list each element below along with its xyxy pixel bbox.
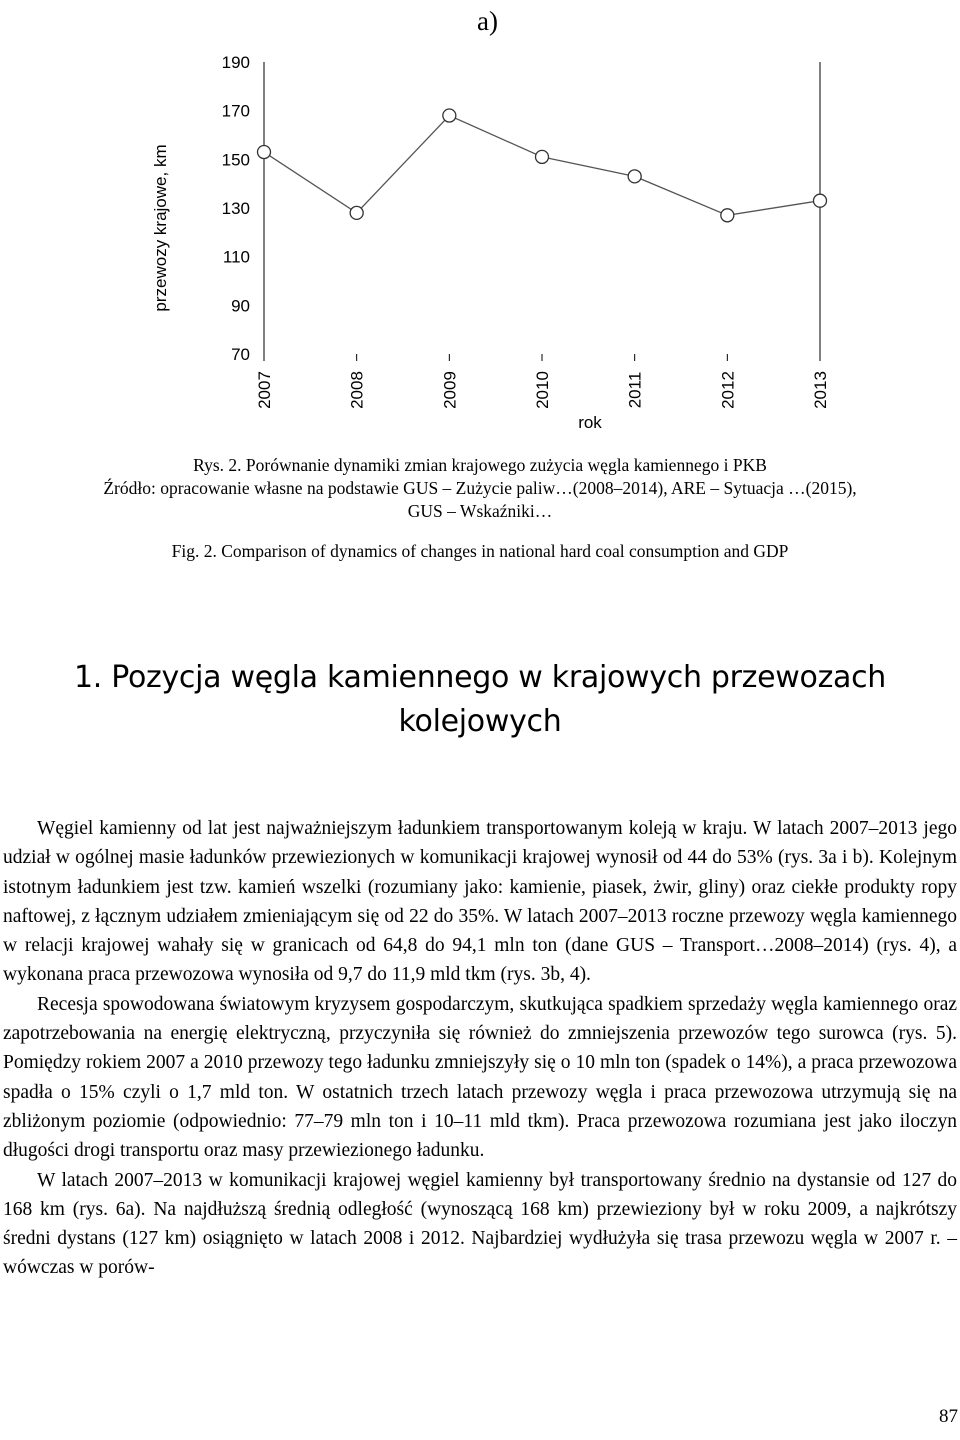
y-tick-label: 130 [221, 199, 250, 218]
x-tick-label: 2009 [440, 371, 460, 409]
x-tick-label: 2012 [718, 371, 738, 409]
figure-caption-en: Fig. 2. Comparison of dynamics of changes in national hard coal consumption and GDP [171, 541, 789, 561]
section-heading: 1. Pozycja węgla kamiennego w krajowych przewozach kolejowych [73, 660, 887, 739]
figure-caption-pl: Rys. 2. Porównanie dynamiki zmian krajowego zużycia węgla kamiennego i PKB [193, 455, 767, 475]
paragraph-1: Węgiel kamienny od lat jest najważniejszym ładunkiem transportowanym koleją w kraju. W latach 2007–2013 jego udział w ogólnej masie ładunków przewiezionych w komunikacji krajowej wynosił od 44 do 53% (rys. 3a i b). Kolejnym istotnym ładunkiem jest tzw. kamień wszelki (rozumiany jako: kamienie, piasek, żwir, gliny) oraz ciekłe produkty ropy naftowej, z łącznym udziałem zmieniającym się od 22 do 35%. W latach 2007–2013 roczne przewozy węgla kamiennego w relacji krajowej wahały się w granicach od 64,8 do 94,1 mln ton (dane GUS – Transport…2008–2014) (rys. 4), a wykonana praca przewozowa wynosiła od 9,7 do 11,9 mld tkm (rys. 3b, 4). [3, 818, 957, 986]
data-point-2013 [814, 194, 827, 207]
paragraph-3: W latach 2007–2013 w komunikacji krajowej węgiel kamienny był transportowany średnio na dystansie od 127 do 168 km (rys. 6a). Na najdłuższą średnią odległość (wynoszącą 168 km) przewieziony był w roku 2009, a najkrótszy średni dystans (127 km) osiągnięto w latach 2008 i 2012. Najbardziej wydłużyła się trasa przewozu węgla w 2007 r. – wówczas w porów- [3, 1169, 957, 1279]
x-tick-label: 2010 [533, 371, 552, 409]
series-line [264, 116, 820, 216]
x-tick-label: 2013 [811, 371, 830, 409]
figure-source-line-1: Źródło: opracowanie własne na podstawie GUS – Zużycie paliw…(2008–2014), ARE – Sytuacja …(2015), [103, 478, 857, 498]
panel-label: a) [477, 6, 498, 36]
data-point-2010 [536, 150, 549, 163]
x-axis-label: rok [578, 413, 602, 432]
x-tick-label: 2007 [255, 371, 274, 409]
paragraph-2: Recesja spowodowana światowym kryzysem gospodarczym, skutkująca spadkiem sprzedaży węgla kamiennego oraz zapotrzebowania na energię elektryczną, przyczyniła się również do zmniejszenia przewozów tego surowca (rys. 5). Pomiędzy rokiem 2007 a 2010 przewozy tego ładunku zmniejszyły się o 10 mln ton (spadek o 14%), a praca przewozowa spadła o 15% czyli o 1,7 mld ton. W ostatnich trzech latach przewozy węgla i praca przewozowa utrzymują się na zbliżonym poziomie (odpowiednio: 77–79 mln ton i 10–11 mld tkm). Praca przewozowa rozumiana jest jako iloczyn długości drogi transportu oraz masy przewiezionego ładunku. [3, 993, 957, 1162]
y-tick-label: 170 [221, 101, 250, 121]
page-number: 87 [939, 1406, 958, 1427]
x-tick-label: 2008 [347, 371, 367, 409]
y-tick-label: 190 [221, 53, 250, 72]
data-point-2008 [350, 206, 363, 219]
body-text [3, 814, 957, 1283]
data-point-2009 [443, 109, 456, 122]
chart-svg [0, 0, 960, 440]
figure-source-line-2: GUS – Wskaźniki… [407, 501, 553, 521]
y-axis-label: przewozy krajowe, km [151, 144, 170, 312]
x-tick-label: 2011 [625, 371, 645, 409]
y-tick-label: 90 [231, 296, 250, 316]
y-tick-label: 110 [222, 247, 250, 267]
line-chart [0, 0, 960, 440]
data-point-2012 [721, 209, 734, 222]
y-tick-label: 70 [231, 345, 250, 364]
data-point-2007 [258, 146, 271, 159]
data-point-2011 [628, 170, 641, 183]
y-tick-label: 150 [221, 150, 250, 170]
